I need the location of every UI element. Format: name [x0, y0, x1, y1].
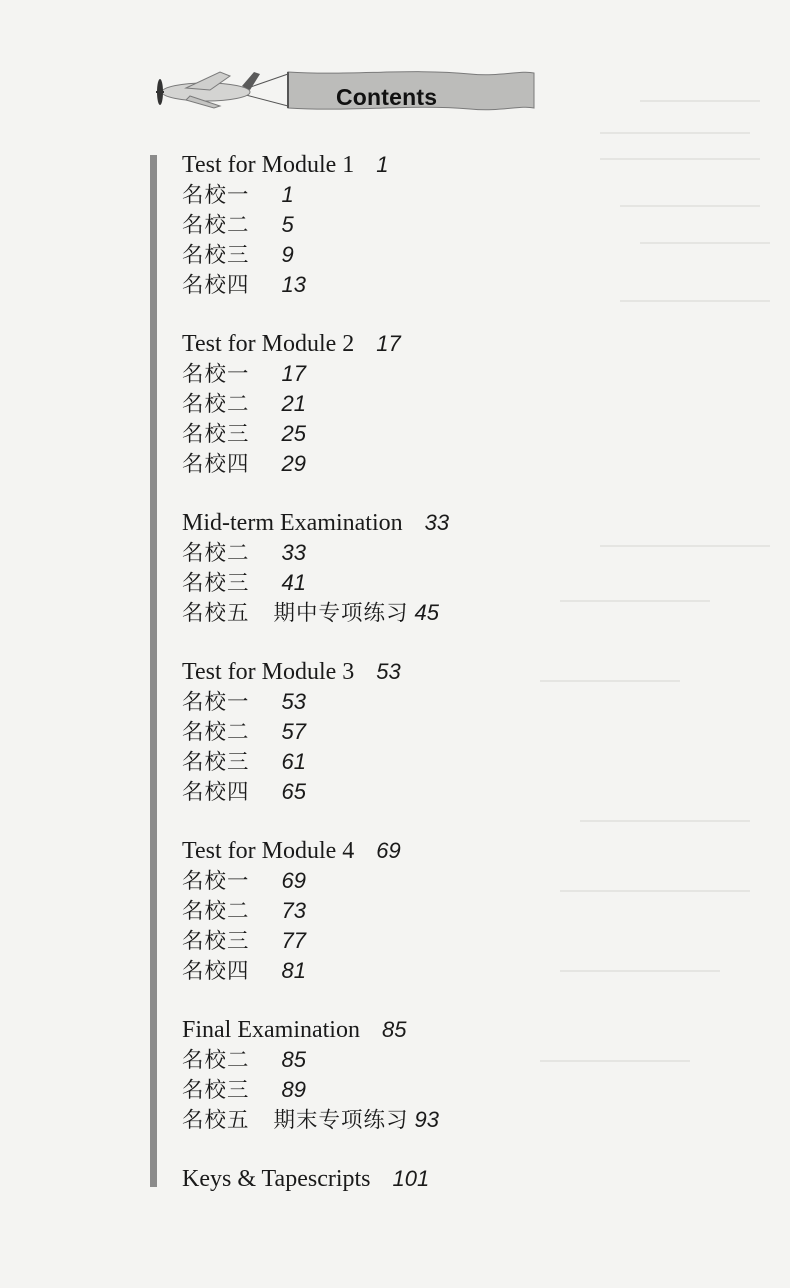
page-number: 9 [281, 242, 294, 267]
section-heading[interactable] [182, 1015, 742, 1045]
school-label: 名校三 [182, 243, 250, 268]
page-number: 93 [414, 1107, 440, 1132]
page-number: 65 [281, 779, 306, 804]
toc-section [182, 1015, 742, 1135]
toc-entry[interactable] [182, 449, 742, 479]
page-number: 69 [376, 838, 401, 863]
section-heading[interactable] [182, 329, 742, 359]
school-label: 名校四 [182, 273, 250, 298]
toc-entry[interactable] [182, 1105, 742, 1135]
school-label: 名校一 [182, 869, 250, 894]
toc-entry[interactable] [182, 359, 742, 389]
table-of-contents [182, 150, 742, 1223]
page-number: 61 [281, 749, 306, 774]
toc-entry[interactable] [182, 717, 742, 747]
page-number: 89 [281, 1077, 306, 1102]
page-number: 1 [376, 152, 389, 177]
section-heading[interactable] [182, 508, 742, 538]
section-title: Test for Module 2 [182, 331, 355, 357]
toc-entry[interactable] [182, 747, 742, 777]
toc-entry[interactable] [182, 568, 742, 598]
toc-section [182, 657, 742, 807]
toc-entry[interactable] [182, 866, 742, 896]
section-heading[interactable] [182, 150, 742, 180]
page-number: 5 [281, 212, 294, 237]
page-number: 73 [281, 898, 306, 923]
page-number: 85 [281, 1047, 306, 1072]
practice-label: 期末专项练习 [273, 1108, 409, 1133]
page-number: 17 [376, 331, 401, 356]
school-label: 名校二 [182, 213, 250, 238]
section-heading[interactable] [182, 836, 742, 866]
page-number: 53 [281, 689, 306, 714]
toc-entry[interactable] [182, 270, 742, 300]
toc-entry[interactable] [182, 896, 742, 926]
page-number: 69 [281, 868, 306, 893]
toc-entry[interactable] [182, 926, 742, 956]
page-number: 101 [392, 1166, 430, 1191]
toc-entry[interactable] [182, 389, 742, 419]
section-heading[interactable] [182, 657, 742, 687]
section-title: Test for Module 3 [182, 659, 355, 685]
section-title: Mid-term Examination [182, 510, 403, 536]
page-number: 33 [281, 540, 306, 565]
page-number: 81 [281, 958, 306, 983]
toc-entry[interactable] [182, 1045, 742, 1075]
toc-section [182, 329, 742, 479]
toc-entry[interactable] [182, 538, 742, 568]
school-label: 名校五 [182, 1108, 250, 1133]
toc-entry[interactable] [182, 777, 742, 807]
school-label: 名校二 [182, 392, 250, 417]
school-label: 名校三 [182, 750, 250, 775]
school-label: 名校四 [182, 959, 250, 984]
page-number: 57 [281, 719, 306, 744]
page-number: 33 [424, 510, 450, 535]
page-number: 17 [281, 361, 306, 386]
page-number: 85 [381, 1017, 407, 1042]
toc-entry[interactable] [182, 1075, 742, 1105]
school-label: 名校二 [182, 720, 250, 745]
school-label: 名校三 [182, 571, 250, 596]
toc-entry[interactable] [182, 419, 742, 449]
school-label: 名校一 [182, 183, 250, 208]
page-number: 77 [281, 928, 306, 953]
page-number: 29 [281, 451, 306, 476]
toc-entry[interactable] [182, 180, 742, 210]
page-number: 45 [414, 600, 440, 625]
practice-label: 期中专项练习 [273, 601, 409, 626]
toc-entry[interactable] [182, 240, 742, 270]
toc-entry[interactable] [182, 210, 742, 240]
school-label: 名校五 [182, 601, 250, 626]
section-title: Keys & Tapescripts [182, 1166, 371, 1192]
page-number: 1 [281, 182, 294, 207]
toc-entry[interactable] [182, 956, 742, 986]
school-label: 名校四 [182, 780, 250, 805]
toc-section [182, 1164, 742, 1194]
contents-title: Contents [336, 84, 438, 110]
section-title: Test for Module 1 [182, 152, 355, 178]
school-label: 名校三 [182, 422, 250, 447]
section-title: Test for Module 4 [182, 838, 355, 864]
school-label: 名校四 [182, 452, 250, 477]
school-label: 名校二 [182, 899, 250, 924]
contents-header [150, 60, 550, 124]
toc-section [182, 150, 742, 300]
school-label: 名校一 [182, 690, 250, 715]
side-bar [150, 155, 157, 1187]
toc-entry[interactable] [182, 598, 742, 628]
school-label: 名校三 [182, 1078, 250, 1103]
toc-section [182, 508, 742, 628]
toc-section [182, 836, 742, 986]
page-number: 13 [281, 272, 306, 297]
page-number: 53 [376, 659, 401, 684]
toc-entry[interactable] [182, 687, 742, 717]
page-number: 25 [281, 421, 306, 446]
school-label: 名校二 [182, 541, 250, 566]
section-title: Final Examination [182, 1017, 360, 1043]
school-label: 名校三 [182, 929, 250, 954]
page-number: 21 [281, 391, 306, 416]
school-label: 名校一 [182, 362, 250, 387]
school-label: 名校二 [182, 1048, 250, 1073]
section-heading[interactable] [182, 1164, 742, 1194]
page-number: 41 [281, 570, 306, 595]
